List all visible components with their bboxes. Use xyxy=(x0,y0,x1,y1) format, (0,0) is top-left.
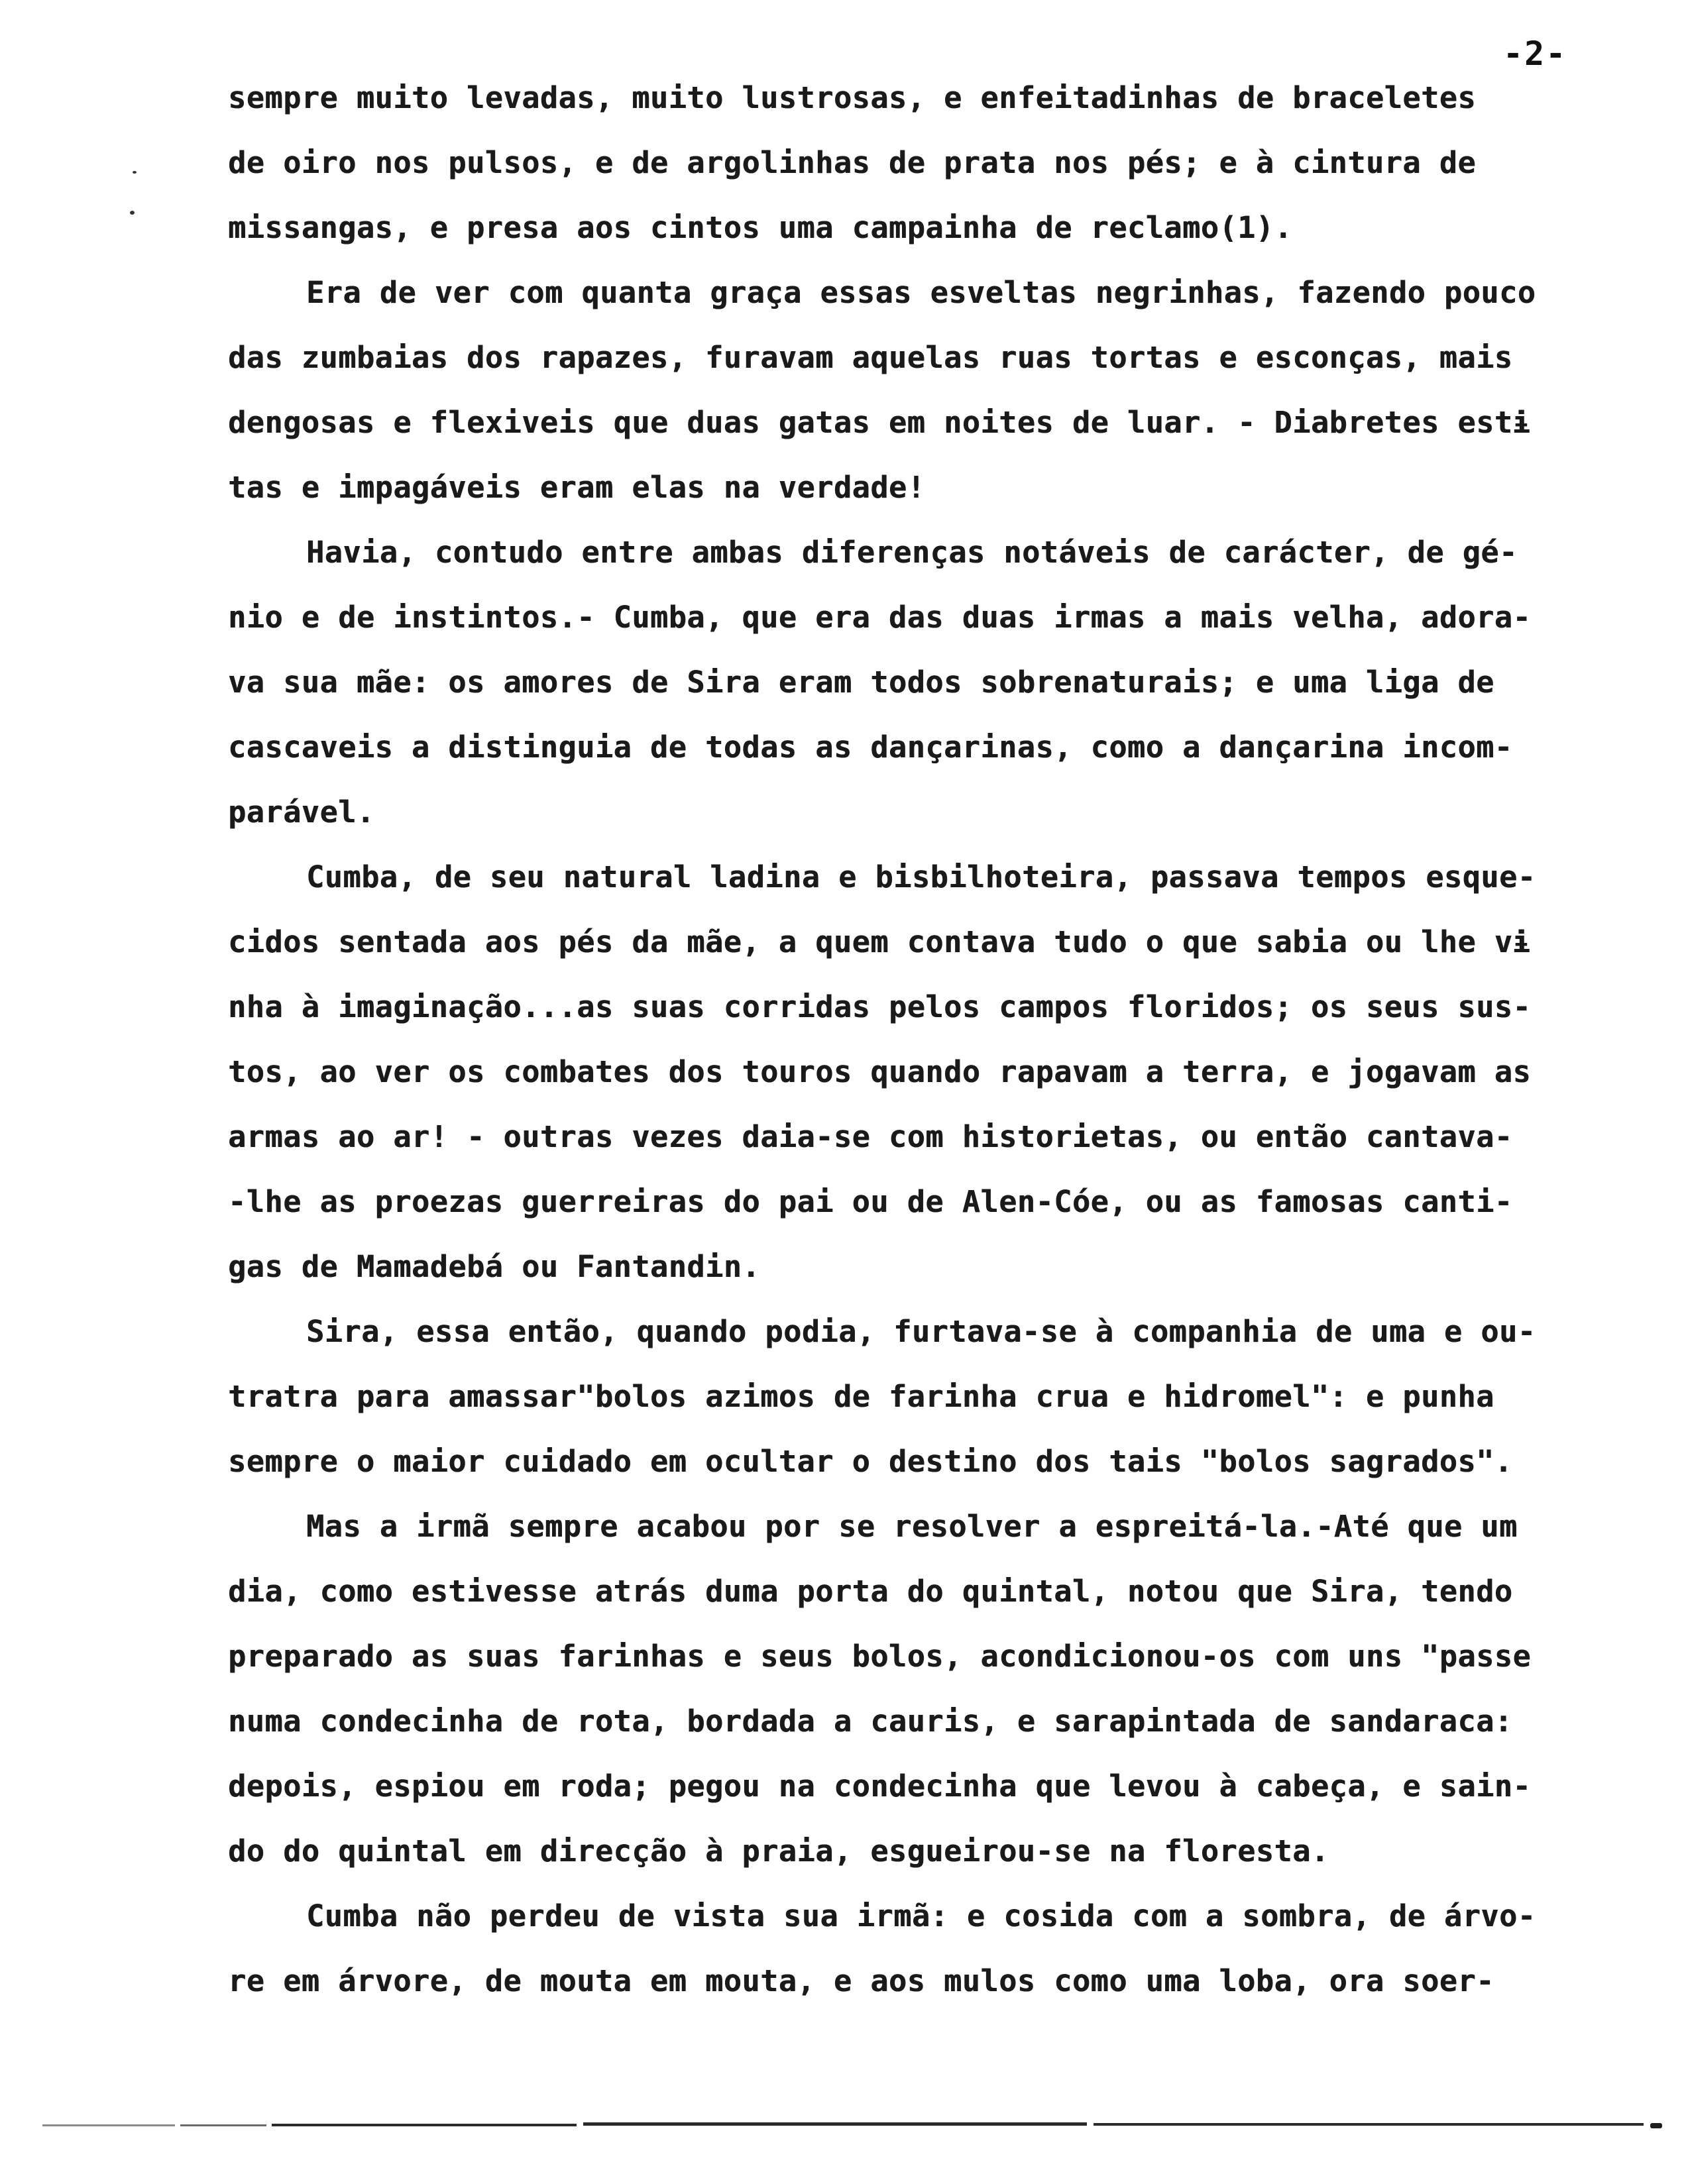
footnote-rule xyxy=(42,2124,175,2126)
text-line: do do quintal em direcção à praia, esgueirou-se na floresta. xyxy=(228,1833,1329,1869)
text-line: sempre o maior cuidado em ocultar o destino dos tais "bolos sagrados". xyxy=(228,1444,1513,1479)
margin-speck xyxy=(130,211,135,215)
text-line: de oiro nos pulsos, e de argolinhas de prata nos pés; e à cintura de xyxy=(228,145,1477,180)
text-line: nio e de instintos.- Cumba, que era das duas irmas a mais velha, adora- xyxy=(228,600,1532,635)
text-line: Cumba não perdeu de vista sua irmã: e cosida com a sombra, de árvo- xyxy=(306,1898,1536,1934)
margin-speck xyxy=(133,171,137,174)
text-line: dengosas e flexiveis que duas gatas em noites de luar. - Diabretes estɨ xyxy=(228,405,1532,440)
text-line: Mas a irmã sempre acabou por se resolver a espreitá-la.-Até que um xyxy=(306,1509,1518,1544)
footnote-rule xyxy=(1094,2123,1644,2126)
text-line: armas ao ar! - outras vezes daia-se com historietas, ou então cantava- xyxy=(228,1119,1513,1154)
text-line: preparado as suas farinhas e seus bolos, acondicionou-os com uns "passe xyxy=(228,1639,1532,1674)
text-line: depois, espiou em roda; pegou na condecinha que levou à cabeça, e sain- xyxy=(228,1769,1532,1804)
text-line: dia, como estivesse atrás duma porta do quintal, notou que Sira, tendo xyxy=(228,1574,1513,1609)
text-line: gas de Mamadebá ou Fantandin. xyxy=(228,1249,761,1284)
text-line: va sua mãe: os amores de Sira eram todos sobrenaturais; e uma liga de xyxy=(228,665,1494,700)
text-line: Sira, essa então, quando podia, furtava-se à companhia de uma e ou- xyxy=(306,1314,1536,1349)
text-line: das zumbaias dos rapazes, furavam aquelas ruas tortas e esconças, mais xyxy=(228,340,1513,375)
footnote-rule xyxy=(583,2122,1087,2126)
text-line: missangas, e presa aos cintos uma campainha de reclamo(1). xyxy=(228,210,1293,245)
text-line: tos, ao ver os combates dos touros quando rapavam a terra, e jogavam as xyxy=(228,1054,1532,1089)
footnote-rule xyxy=(272,2124,577,2126)
text-line: tas e impagáveis eram elas na verdade! xyxy=(228,470,926,505)
page-number: -2- xyxy=(1503,34,1567,73)
text-line: parável. xyxy=(228,794,375,830)
text-line: nha à imaginação...as suas corridas pelos campos floridos; os seus sus- xyxy=(228,989,1532,1024)
text-line: cascaveis a distinguia de todas as dançarinas, como a dançarina incom- xyxy=(228,730,1513,765)
footnote-rule-end xyxy=(1650,2123,1662,2128)
text-line: -lhe as proezas guerreiras do pai ou de Alen-Cóe, ou as famosas canti- xyxy=(228,1184,1513,1219)
text-line: cidos sentada aos pés da mãe, a quem contava tudo o que sabia ou lhe vɨ xyxy=(228,924,1532,959)
text-line: re em árvore, de mouta em mouta, e aos mulos como uma loba, ora soer- xyxy=(228,1963,1494,1998)
text-line: numa condecinha de rota, bordada a cauris, e sarapintada de sandaraca: xyxy=(228,1704,1513,1739)
text-line: Era de ver com quanta graça essas esveltas negrinhas, fazendo pouco xyxy=(306,275,1536,310)
text-line: Havia, contudo entre ambas diferenças notáveis de carácter, de gé- xyxy=(306,535,1518,570)
text-line: Cumba, de seu natural ladina e bisbilhoteira, passava tempos esque- xyxy=(306,859,1536,895)
text-line: tratra para amassar"bolos azimos de farinha crua e hidromel": e punha xyxy=(228,1379,1494,1414)
footnote-rule xyxy=(180,2124,266,2126)
text-line: sempre muito levadas, muito lustrosas, e enfeitadinhas de braceletes xyxy=(228,80,1477,115)
